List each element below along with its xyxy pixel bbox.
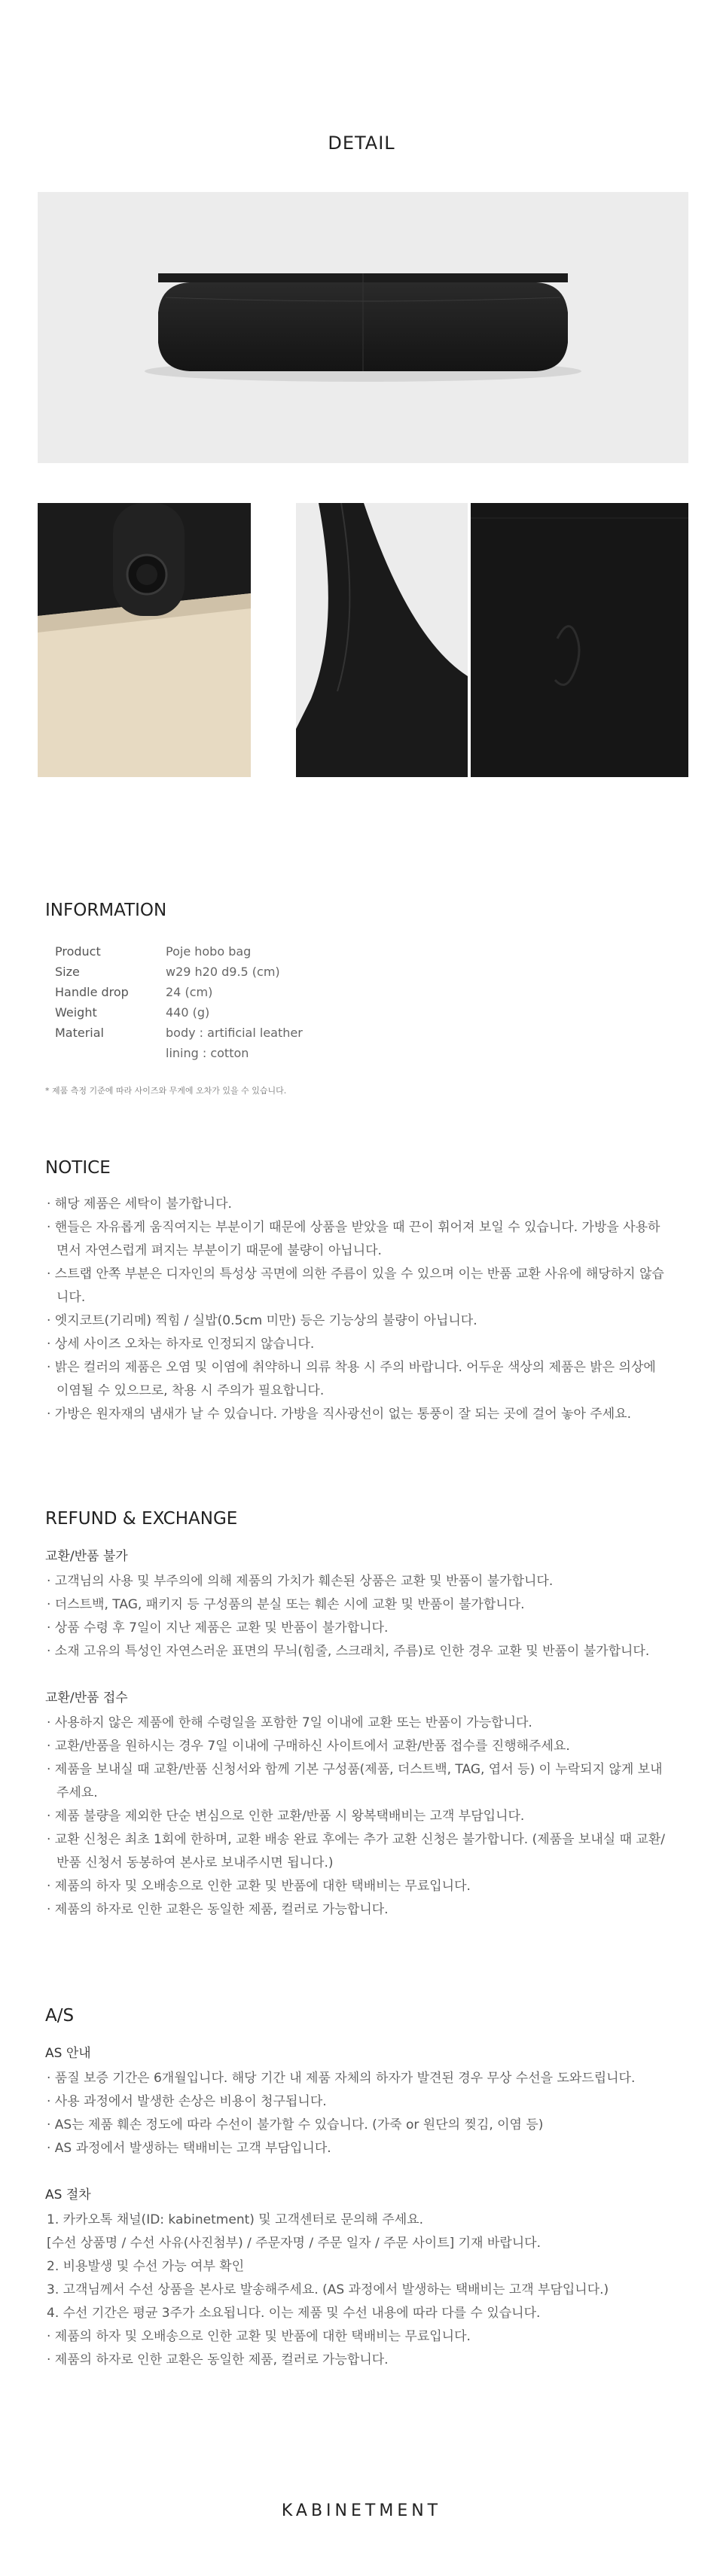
refund-item: · 소재 고유의 특성인 자연스러운 표면의 무늬(힘줄, 스크래치, 주름)로 인한 경우 교환 및 반품이 불가합니다.: [47, 1644, 650, 1659]
info-row: [55, 941, 303, 962]
detail-title: DETAIL: [328, 133, 395, 154]
info-value: Poje hobo bag: [166, 944, 252, 959]
information-table: [55, 941, 303, 1063]
information-footnote: * 제품 측정 기준에 따라 사이즈와 무게에 오차가 있을 수 있습니다.: [45, 1086, 287, 1096]
notice-item: · 핸들은 자유롭게 움직여지는 부분이기 때문에 상품을 받았을 때 끈이 휘어져 보일 수 있습니다. 가방을 사용하면서 자연스럽게 펴지는 부분이기 때문에 불량이 아닙니다.: [47, 1220, 660, 1258]
info-key: Product: [55, 944, 101, 959]
info-row: [55, 1023, 303, 1043]
info-key: Material: [55, 1026, 104, 1040]
information-title: INFORMATION: [45, 901, 167, 920]
as-item: · 제품의 하자 및 오배송으로 인한 교환 및 반품에 대한 택배비는 무료입니다.: [47, 2329, 471, 2344]
info-value: lining : cotton: [166, 1046, 249, 1060]
as-item: · 제품의 하자로 인한 교환은 동일한 제품, 컬러로 가능합니다.: [47, 2352, 389, 2367]
product-bottom-image: [38, 192, 688, 463]
refund-item: · 교환 신청은 최초 1회에 한하며, 교환 배송 완료 후에는 추가 교환 신청은 불가합니다. (제품을 보내실 때 교환/반품 신청서 동봉하여 본사로 보내주시면 됩니다.): [47, 1832, 665, 1870]
info-value: 24 (cm): [166, 985, 213, 999]
product-logo-detail-image: [471, 503, 688, 777]
refund-unavailable-heading: 교환/반품 불가: [45, 1549, 128, 1564]
refund-list: [45, 1545, 670, 1922]
as-procedure-heading: AS 절차: [45, 2187, 91, 2203]
info-key: [55, 1043, 166, 1063]
as-item: 3. 고객님께서 수선 상품을 본사로 발송해주세요. (AS 과정에서 발생하는 택배비는 고객 부담입니다.): [47, 2282, 609, 2297]
info-value: w29 h20 d9.5 (cm): [166, 965, 280, 979]
refund-item: · 고객님의 사용 및 부주의에 의해 제품의 가치가 훼손된 상품은 교환 및 반품이 불가합니다.: [47, 1574, 554, 1589]
as-guide-heading: AS 안내: [45, 2046, 91, 2061]
as-item: 4. 수선 기간은 평균 3주가 소요됩니다. 이는 제품 및 수선 내용에 따라 다를 수 있습니다.: [47, 2306, 541, 2321]
notice-item: · 스트랩 안쪽 부분은 디자인의 특성상 곡면에 의한 주름이 있을 수 있으며 이는 반품 교환 사유에 해당하지 않습니다.: [47, 1267, 664, 1305]
refund-item: · 사용하지 않은 제품에 한해 수령일을 포함한 7일 이내에 교환 또는 반품이 가능합니다.: [47, 1715, 532, 1730]
as-item: · 품질 보증 기간은 6개월입니다. 해당 기간 내 제품 자체의 하자가 발견된 경우 무상 수선을 도와드립니다.: [47, 2071, 636, 2086]
notice-item: · 해당 제품은 세탁이 불가합니다.: [47, 1197, 232, 1212]
info-key: Weight: [55, 1005, 97, 1020]
refund-item: · 제품의 하자 및 오배송으로 인한 교환 및 반품에 대한 택배비는 무료입니다.: [47, 1879, 471, 1894]
refund-item: · 교환/반품을 원하시는 경우 7일 이내에 구매하신 사이트에서 교환/반품 접수를 진행해주세요.: [47, 1739, 570, 1754]
refund-item: · 제품을 보내실 때 교환/반품 신청서와 함께 기본 구성품(제품, 더스트백, TAG, 엽서 등) 이 누락되지 않게 보내주세요.: [47, 1762, 663, 1800]
as-title: A/S: [45, 2006, 75, 2026]
notice-item: · 상세 사이즈 오차는 하자로 인정되지 않습니다.: [47, 1337, 315, 1352]
refund-request-heading: 교환/반품 접수: [45, 1690, 128, 1706]
info-row: [55, 982, 303, 1002]
product-inner-detail-image: [38, 503, 251, 777]
as-item: 2. 비용발생 및 수선 가능 여부 확인: [47, 2259, 245, 2274]
as-item: [수선 상품명 / 수선 사유(사진첨부) / 주문자명 / 주문 일자 / 주문 사이트] 기재 바랍니다.: [47, 2236, 541, 2251]
as-list: [45, 2042, 670, 2372]
refund-item: · 제품의 하자로 인한 교환은 동일한 제품, 컬러로 가능합니다.: [47, 1902, 389, 1917]
notice-item: · 밝은 컬러의 제품은 오염 및 이염에 취약하니 의류 착용 시 주의 바랍니다. 어두운 색상의 제품은 밝은 의상에 이염될 수 있으므로, 착용 시 주의가 필요합니다.: [47, 1360, 656, 1398]
info-key: Handle drop: [55, 985, 129, 999]
as-item: 1. 카카오톡 채널(ID: kabinetment) 및 고객센터로 문의해 주세요.: [47, 2212, 423, 2227]
notice-title: NOTICE: [45, 1158, 111, 1178]
info-value: 440 (g): [166, 1005, 210, 1020]
refund-item: · 상품 수령 후 7일이 지난 제품은 교환 및 반품이 불가합니다.: [47, 1620, 389, 1636]
refund-item: · 더스트백, TAG, 패키지 등 구성품의 분실 또는 훼손 시에 교환 및 반품이 불가합니다.: [47, 1597, 525, 1612]
notice-item: · 가방은 원자재의 냄새가 날 수 있습니다. 가방을 직사광선이 없는 통풍이 잘 되는 곳에 걸어 놓아 주세요.: [47, 1407, 631, 1422]
notice-list: [45, 1193, 670, 1426]
info-row: [55, 1002, 303, 1023]
as-item: · AS는 제품 훼손 정도에 따라 수선이 불가할 수 있습니다. (가죽 or 원단의 찢김, 이염 등): [47, 2117, 544, 2132]
refund-title: REFUND & EXCHANGE: [45, 1509, 238, 1529]
refund-item: · 제품 불량을 제외한 단순 변심으로 인한 교환/반품 시 왕복택배비는 고객 부담입니다.: [47, 1809, 525, 1824]
info-row: [55, 1043, 303, 1063]
product-handle-detail-image: [296, 503, 468, 777]
brand-logo: KABINETMENT: [281, 2501, 442, 2520]
info-value: body : artificial leather: [166, 1026, 303, 1040]
info-row: [55, 962, 303, 982]
as-item: · AS 과정에서 발생하는 택배비는 고객 부담입니다.: [47, 2141, 331, 2156]
as-item: · 사용 과정에서 발생한 손상은 비용이 청구됩니다.: [47, 2094, 327, 2109]
notice-item: · 엣지코트(기리메) 찍힘 / 실밥(0.5cm 미만) 등은 기능상의 불량이 아닙니다.: [47, 1313, 477, 1328]
info-key: Size: [55, 965, 80, 979]
